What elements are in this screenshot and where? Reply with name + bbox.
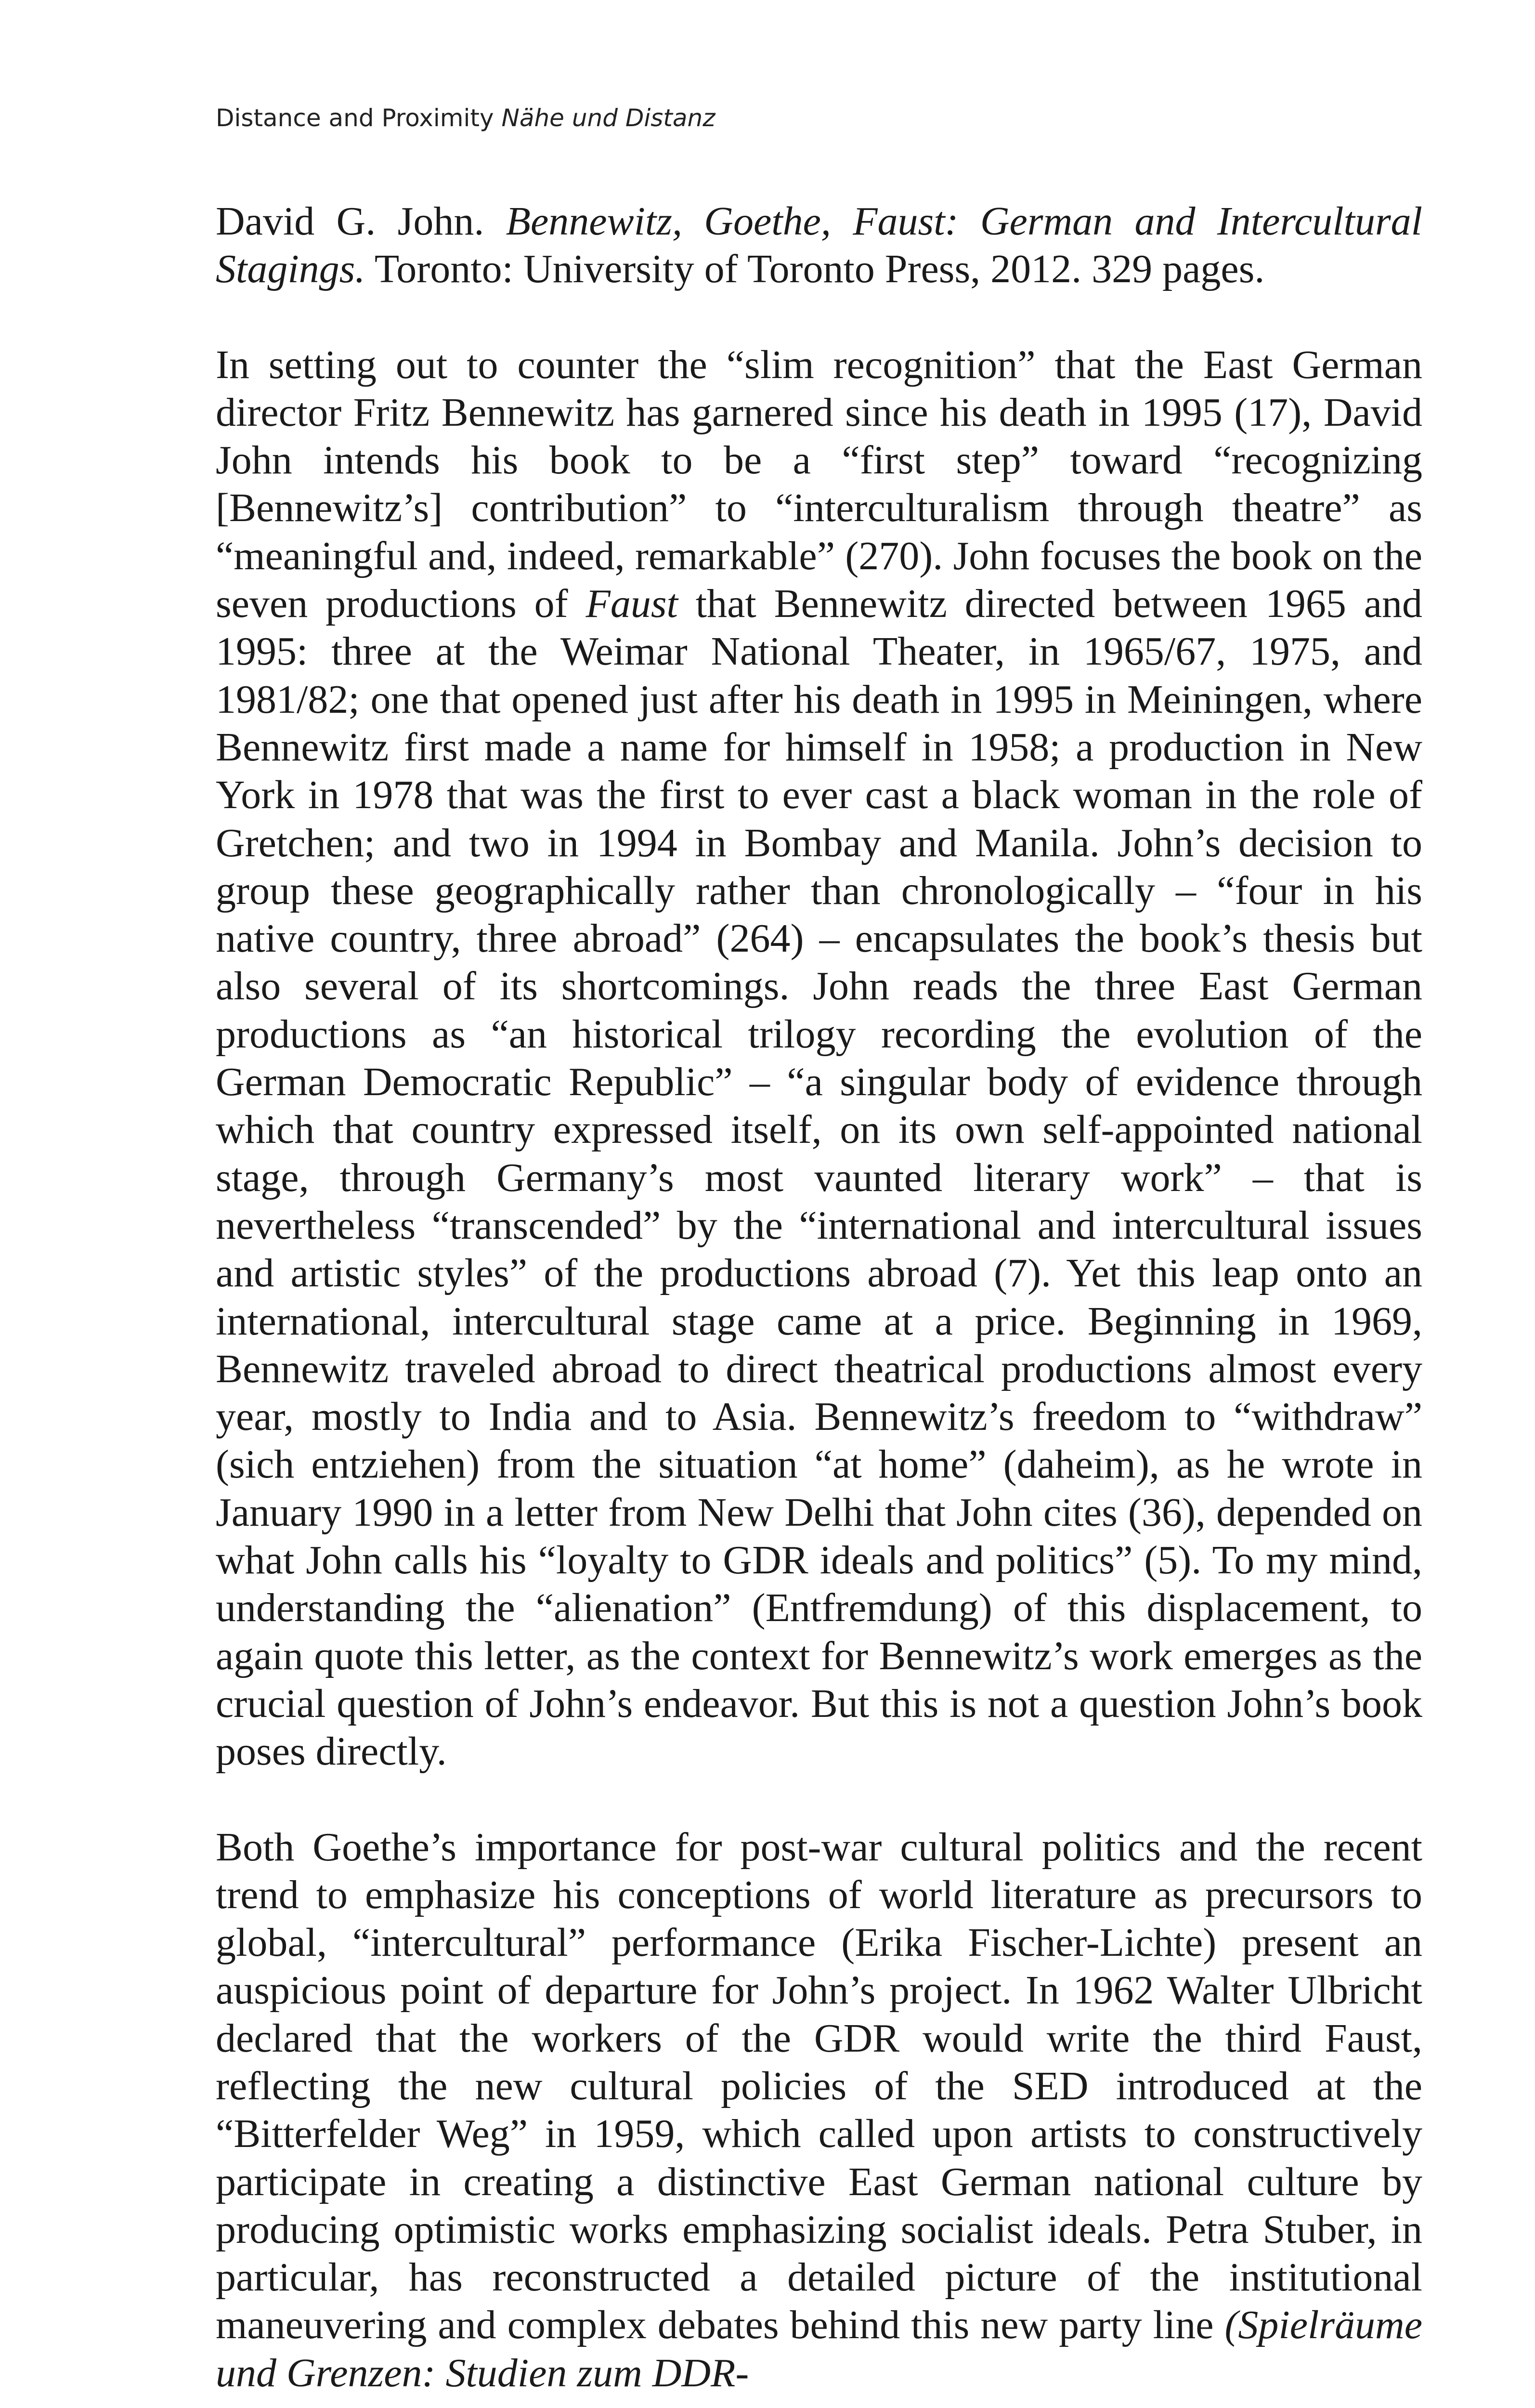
paragraph-1-part-b: that Bennewitz directed between 1965 and 1995: three at the Weimar National Theater, in 1965/67, 1975, and 1981/82; one that opened just after his death in 1995 in Meiningen, where Bennewitz first made a name for himself in 1958; a production in New York in 1978 that was the first to ever cast a black woman in the role of Gretchen; and two in 1994 in Bombay and Manila. John’s decision to group these geographically rather than chronologically – “four in his native country, three abroad” (264) – encapsulates the book’s thesis but also several of its shortcomings. John reads the three East German productions as “an historical trilogy recording the evolution of the German Democratic Republic” – “a singular body of evidence through which that country expressed itself, on its own self-appointed national stage, through Germany’s most vaunted literary work” – that is nevertheless “transcended” by the “international and intercultural issues and artistic styles” of the productions abroad (7). Yet this leap onto an international, intercultural stage came at a price. Beginning in 1969, Bennewitz traveled abroad to direct theatrical productions almost every year, mostly to India and to Asia. Bennewitz’s freedom to “withdraw” (sich entziehen) from the situation “at home” (daheim), as he wrote in January 1990 in a letter from New Delhi that John cites (36), depended on what John calls his “loyalty to GDR ideals and politics” (5). To my mind, understanding the “alienation” (Entfremdung) of this displacement, to again quote this letter, as the context for Bennewitz’s work emerges as the crucial question of John’s endeavor. But this is not a question John’s book poses directly. bbox=[216, 581, 1422, 1774]
citation-author: David G. John. bbox=[216, 199, 484, 244]
page-body bbox=[216, 197, 1422, 2397]
paragraph-1-part-a: In setting out to counter the “slim recognition” that the East German director Fritz Bennewitz has garnered since his death in 1995 (17), David John intends his book to be a “first step” toward “recognizing [Bennewitz’s] contribution” to “interculturalism through theatre” as “meaningful and, indeed, remarkable” (270). John focuses the book on the seven productions of bbox=[216, 342, 1422, 627]
faust-title: Faust bbox=[585, 581, 678, 627]
book-citation bbox=[216, 197, 1422, 293]
citation-book-title: Bennewitz, Goethe, Faust: German and Intercultural Stagings. bbox=[216, 199, 1422, 292]
paragraph-2-italic-tail: (Spielräume und Grenzen: Studien zum DDR- bbox=[216, 2303, 1423, 2395]
running-head-title: Distance and Proximity bbox=[216, 104, 494, 132]
paragraph-2 bbox=[216, 1823, 1422, 2397]
running-head bbox=[216, 104, 715, 132]
citation-publication: Toronto: University of Toronto Press, 2012. 329 pages. bbox=[374, 247, 1265, 292]
paragraph-2-part-a: Both Goethe’s importance for post-war cultural politics and the recent trend to emphasize his conceptions of world literature as precursors to global, “intercultural” performance (Erika Fischer-Lichte) present an auspicious point of departure for John’s project. In 1962 Walter Ulbricht declared that the workers of the GDR would write the third Faust, reflecting the new cultural policies of the SED introduced at the “Bitterfelder Weg” in 1959, which called upon artists to constructively participate in creating a distinctive East German national culture by producing optimistic works emphasizing socialist ideals. Petra Stuber, in particular, has reconstructed a detailed picture of the institutional maneuvering and complex debates behind this new party line bbox=[216, 1824, 1422, 2348]
paragraph-1 bbox=[216, 341, 1422, 1776]
running-head-subtitle: Nähe und Distanz bbox=[501, 104, 715, 132]
